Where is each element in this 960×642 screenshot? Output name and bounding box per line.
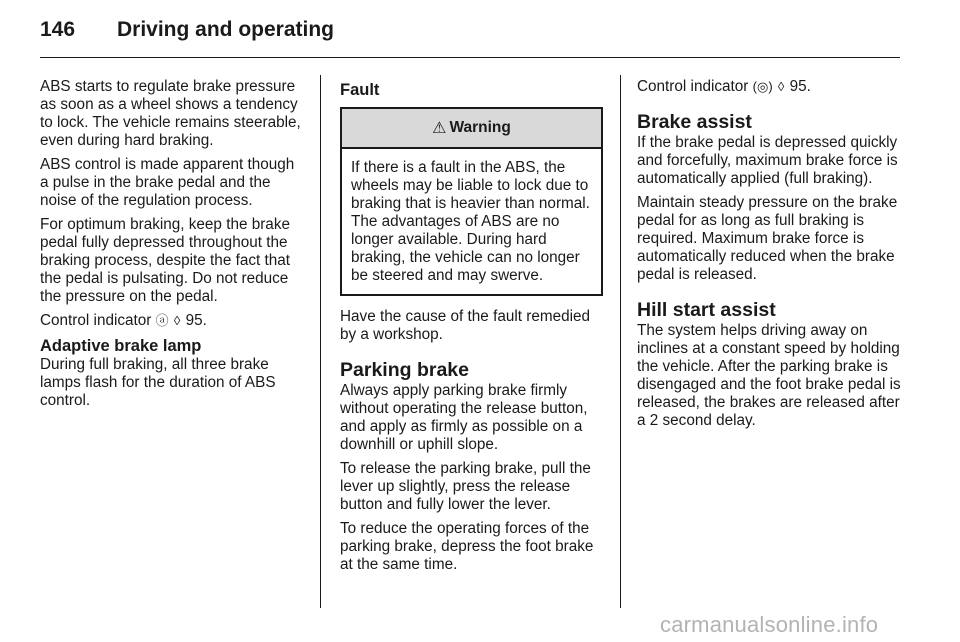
cross-reference-icon: ◊ bbox=[173, 313, 181, 328]
control-indicator-line bbox=[637, 78, 901, 96]
brake-indicator-icon: (◎) bbox=[752, 79, 773, 94]
warning-text: If there is a fault in the ABS, the wheels may be liable to lock due to braking that is heavier than normal. The advantages of ABS are no longer available. During hard braking, the vehicle can no longer be steered and may swerve. bbox=[351, 159, 590, 284]
paragraph: ABS starts to regulate brake pressure as soon as a wheel shows a tendency to lock. The vehicle remains steerable, even during hard braking. bbox=[40, 78, 301, 149]
heading-adaptive-brake-lamp: Adaptive brake lamp bbox=[40, 337, 202, 355]
paragraph: Always apply parking brake firmly without operating the release button, and apply as firmly as possible on a downhill or uphill slope. bbox=[340, 382, 588, 453]
warning-box bbox=[340, 107, 603, 296]
header-rule bbox=[40, 57, 900, 58]
paragraph: For optimum braking, keep the brake pedal fully depressed throughout the braking process, despite the fact that the pedal is pulsating. Do not reduce the pressure on the pedal. bbox=[40, 216, 290, 305]
paragraph: To release the parking brake, pull the lever up slightly, press the release button and fully lower the lever. bbox=[340, 460, 591, 513]
column-divider bbox=[620, 75, 621, 608]
page-reference: 95. bbox=[185, 312, 207, 329]
paragraph: Maintain steady pressure on the brake pedal for as long as full braking is required. Maximum brake force is automatically reduced when the brake pedal is released. bbox=[637, 194, 898, 283]
control-indicator-label: Control indicator bbox=[40, 312, 152, 329]
page-reference: 95. bbox=[789, 78, 811, 95]
cross-reference-icon: ◊ bbox=[777, 79, 785, 94]
heading-fault: Fault bbox=[340, 81, 380, 99]
paragraph: Have the cause of the fault remedied by a workshop. bbox=[340, 308, 591, 343]
column-1 bbox=[40, 78, 306, 416]
column-3 bbox=[637, 78, 901, 436]
paragraph: The system helps driving away on inclines at a constant speed by holding the vehicle. After the parking brake is disengaged and the foot brake pedal is released, the brakes are released after a 2 second delay. bbox=[637, 322, 901, 429]
heading-parking-brake: Parking brake bbox=[340, 359, 469, 381]
warning-header bbox=[342, 109, 601, 149]
warning-icon: ⚠ bbox=[432, 120, 447, 137]
column-2 bbox=[340, 78, 602, 580]
warning-title: Warning bbox=[449, 119, 511, 136]
page-header bbox=[40, 18, 900, 58]
watermark: carmanualsonline.info bbox=[660, 612, 879, 637]
section-title: Driving and operating bbox=[117, 18, 335, 41]
control-indicator-label: Control indicator bbox=[637, 78, 749, 95]
heading-hill-start-assist: Hill start assist bbox=[637, 299, 776, 321]
heading-brake-assist: Brake assist bbox=[637, 111, 752, 133]
column-divider bbox=[320, 75, 321, 608]
control-indicator-line bbox=[40, 312, 306, 330]
abs-indicator-icon: ⓐ bbox=[155, 313, 169, 328]
page-number: 146 bbox=[40, 18, 76, 41]
paragraph: During full braking, all three brake lamps flash for the duration of ABS control. bbox=[40, 356, 276, 409]
paragraph: If the brake pedal is depressed quickly and forcefully, maximum brake force is automatically applied (full braking). bbox=[637, 134, 898, 187]
warning-body bbox=[342, 149, 601, 294]
paragraph: To reduce the operating forces of the parking brake, depress the foot brake at the same time. bbox=[340, 520, 594, 573]
paragraph: ABS control is made apparent though a pulse in the brake pedal and the noise of the regulation process. bbox=[40, 156, 295, 209]
